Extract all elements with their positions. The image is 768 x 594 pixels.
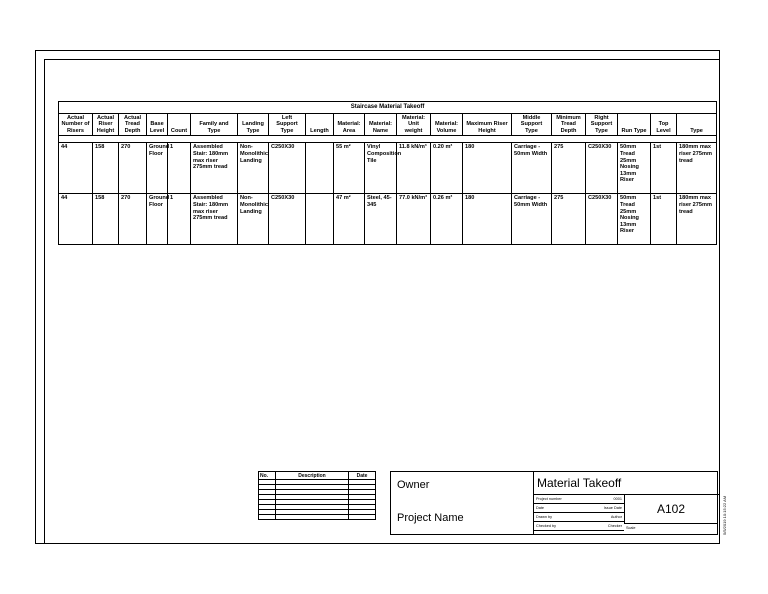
schedule-cell: 11.8 kN/m³ [397, 143, 431, 194]
schedule-spacer-row [59, 136, 717, 143]
schedule-column-header: Right Support Type [586, 113, 618, 136]
schedule-cell: Steel, 45-345 [365, 194, 397, 245]
schedule-cell: Assembled Stair: 180mm max riser 275mm tread [191, 194, 238, 245]
schedule-row [59, 194, 717, 245]
schedule-body [59, 143, 717, 245]
schedule-cell: 44 [59, 143, 93, 194]
project-info-value: Issue Date [603, 506, 622, 510]
schedule-cell [306, 143, 334, 194]
revision-table [258, 471, 376, 520]
project-info-row [534, 513, 624, 522]
print-timestamp: 5/5/2019 10:15:22 AM [722, 495, 727, 535]
schedule-cell: 158 [93, 194, 119, 245]
schedule-row [59, 143, 717, 194]
schedule-cell: Assembled Stair: 180mm max riser 275mm tread [191, 143, 238, 194]
schedule-cell: 180mm max riser 275mm tread [677, 143, 717, 194]
project-info-key: Project number [536, 497, 562, 501]
schedule-column-header: Actual Number of Risers [59, 113, 93, 136]
schedule-cell: 275 [552, 143, 586, 194]
schedule-column-header: Length [306, 113, 334, 136]
schedule-column-header: Maximum Riser Height [463, 113, 512, 136]
schedule-cell: 180mm max riser 275mm tread [677, 194, 717, 245]
schedule-cell: 1st [651, 194, 677, 245]
revision-cell [276, 515, 349, 520]
schedule-column-header: Material: Unit weight [397, 113, 431, 136]
schedule-cell: Vinyl Composition Tile [365, 143, 397, 194]
schedule-column-header: Type [677, 113, 717, 136]
schedule-cell: 1 [168, 143, 191, 194]
schedule-cell: 270 [119, 143, 147, 194]
schedule-column-header: Left Support Type [269, 113, 306, 136]
title-block [390, 471, 718, 535]
project-info-key: Checked by [536, 524, 557, 528]
schedule-cell: C250X30 [586, 194, 618, 245]
schedule-cell: 55 m² [334, 143, 365, 194]
schedule-column-header: Landing Type [238, 113, 269, 136]
project-info-row [534, 504, 624, 513]
schedule-column-header: Top Level [651, 113, 677, 136]
schedule-column-header: Run Type [618, 113, 651, 136]
schedule-column-header: Material: Area [334, 113, 365, 136]
scale-label: Scale [626, 526, 636, 530]
project-info-grid [534, 495, 624, 534]
schedule-cell: Ground Floor [147, 194, 168, 245]
revision-column-header: Description [276, 472, 349, 480]
schedule-cell: 50mm Tread 25mm Nosing 13mm Riser [618, 194, 651, 245]
schedule-cell: Non-Monolithic Landing [238, 194, 269, 245]
revision-column-header: Date [349, 472, 376, 480]
schedule-header-row [59, 113, 717, 136]
schedule-column-header: Count [168, 113, 191, 136]
schedule-cell: C250X30 [269, 194, 306, 245]
revision-header-row [259, 472, 376, 480]
revision-column-header: No. [259, 472, 276, 480]
schedule-cell: 1st [651, 143, 677, 194]
schedule-cell: Ground Floor [147, 143, 168, 194]
schedule-cell [306, 194, 334, 245]
revision-row [259, 515, 376, 520]
schedule-cell: C250X30 [586, 143, 618, 194]
schedule-column-header: Minimum Tread Depth [552, 113, 586, 136]
project-info-value: 0001 [613, 497, 622, 501]
schedule-cell: 180 [463, 194, 512, 245]
owner-label: Owner [397, 479, 430, 491]
schedule-column-header: Family and Type [191, 113, 238, 136]
schedule-column-header: Actual Tread Depth [119, 113, 147, 136]
schedule-cell: 77.0 kN/m³ [397, 194, 431, 245]
schedule-cell: 0.26 m³ [431, 194, 463, 245]
schedule-cell: 44 [59, 194, 93, 245]
schedule-cell: Carriage - 50mm Width [512, 143, 552, 194]
schedule-cell: C250X30 [269, 143, 306, 194]
project-info-row [534, 495, 624, 504]
schedule-cell: Non-Monolithic Landing [238, 143, 269, 194]
schedule-column-header: Middle Support Type [512, 113, 552, 136]
schedule-column-header: Material: Name [365, 113, 397, 136]
schedule-cell: 270 [119, 194, 147, 245]
schedule-column-header: Actual Riser Height [93, 113, 119, 136]
revision-cell [349, 515, 376, 520]
project-info-row [534, 522, 624, 531]
revision-cell [259, 515, 276, 520]
schedule-column-header: Base Level [147, 113, 168, 136]
sheet-title: Material Takeoff [537, 476, 622, 490]
project-info-value: Author [610, 515, 622, 519]
schedule-cell: 180 [463, 143, 512, 194]
schedule-cell: 0.20 m³ [431, 143, 463, 194]
schedule-table [58, 101, 717, 245]
schedule-cell: 47 m² [334, 194, 365, 245]
schedule-column-header: Material: Volume [431, 113, 463, 136]
schedule-cell: 1 [168, 194, 191, 245]
project-info-key: Date [536, 506, 545, 510]
schedule-cell: Carriage - 50mm Width [512, 194, 552, 245]
project-info-key: Drawn by [536, 515, 553, 519]
schedule-cell: 50mm Tread 25mm Nosing 13mm Riser [618, 143, 651, 194]
sheet-number: A102 [624, 495, 717, 524]
project-info-value: Checker [607, 524, 622, 528]
schedule-cell: 275 [552, 194, 586, 245]
schedule-title: Staircase Material Takeoff [59, 102, 717, 114]
project-name: Project Name [397, 512, 464, 524]
schedule-cell: 158 [93, 143, 119, 194]
